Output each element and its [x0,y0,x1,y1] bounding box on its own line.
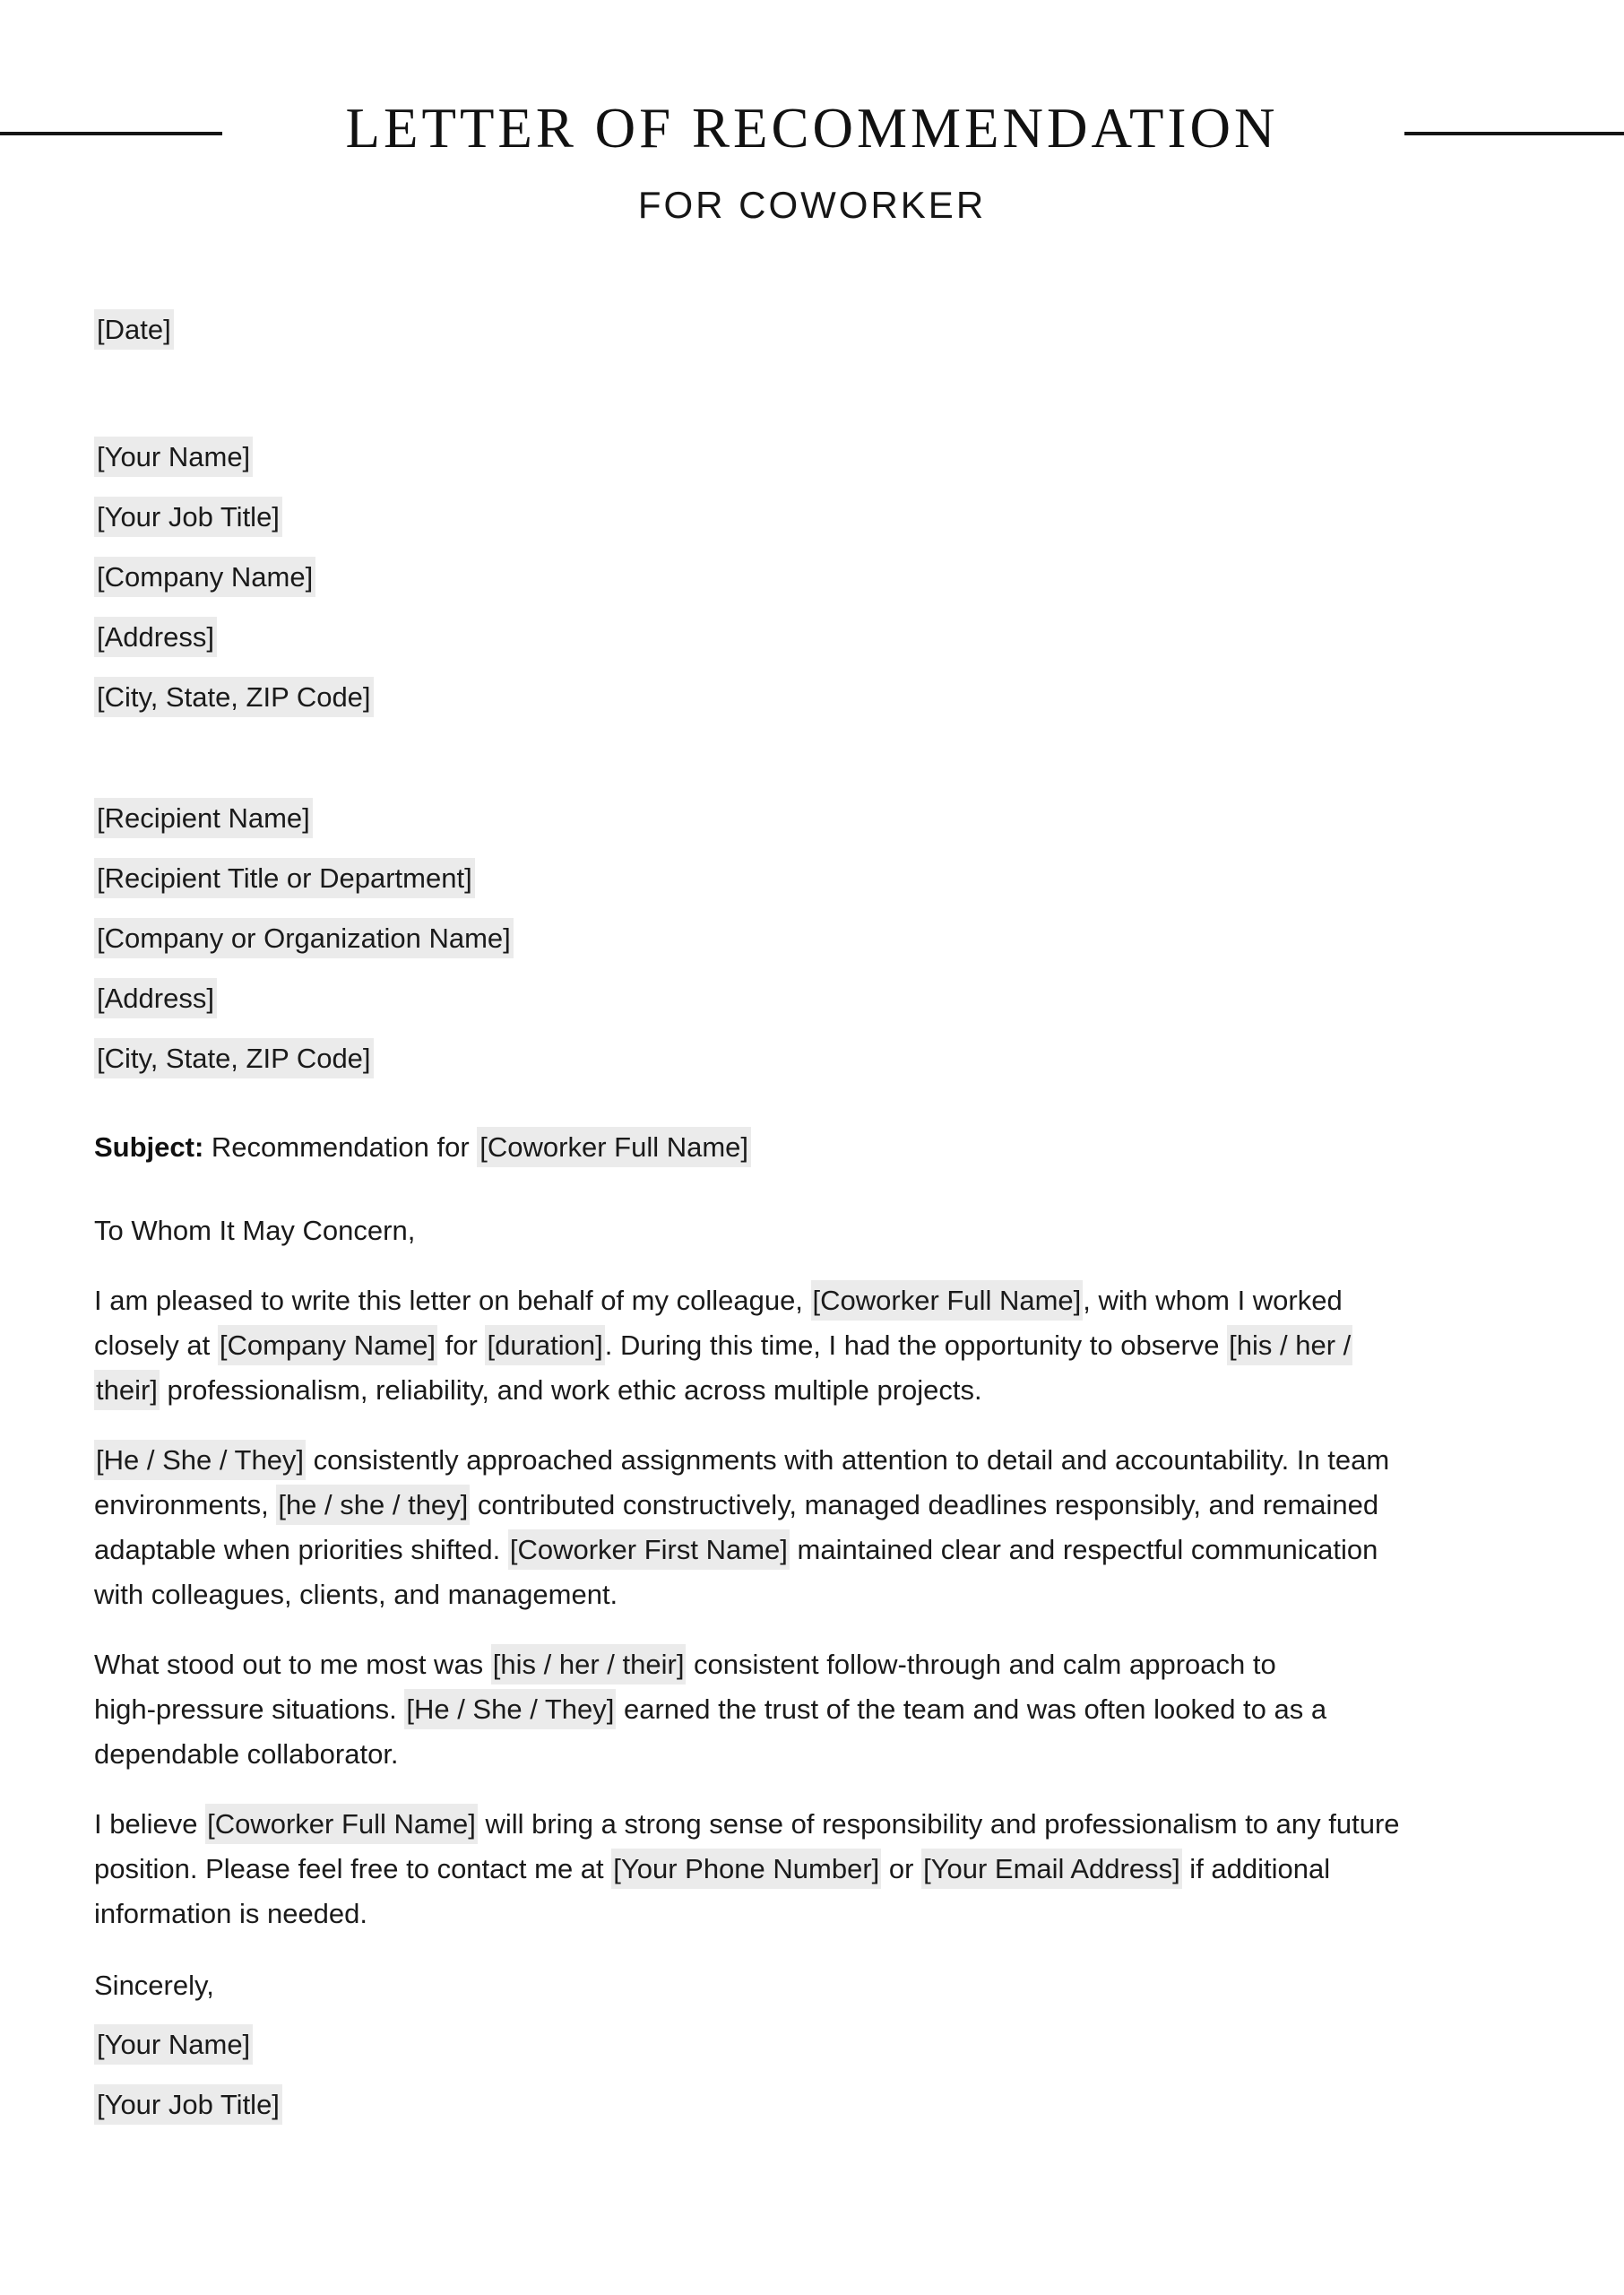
inline-placeholder: [his / her / [1227,1325,1352,1365]
text-segment: information is needed. [94,1898,368,1929]
sender-address-block [94,437,1624,717]
placeholder-text: [Recipient Title or Department] [94,858,475,898]
placeholder-text: [Address] [94,978,217,1018]
inline-placeholder: [Coworker First Name] [508,1529,790,1570]
header-rule-left-decoration [0,132,222,135]
signature-block [94,2024,1624,2125]
inline-placeholder: [his / her / their] [491,1644,687,1684]
text-segment: closely at [94,1329,218,1361]
placeholder-text: [Address] [94,617,217,657]
text-segment: environments, [94,1489,277,1520]
paragraph-line [94,1368,1624,1413]
inline-placeholder: [He / She / They] [94,1440,306,1480]
placeholder-line [94,978,1624,1018]
placeholder-line [94,557,1624,597]
text-segment: dependable collaborator. [94,1738,399,1770]
placeholder-text: [Your Job Title] [94,2084,282,2125]
inline-placeholder: [duration] [485,1325,604,1365]
text-segment: will bring a strong sense of responsibility and professionalism to any future [477,1808,1400,1840]
paragraph-line [94,1572,1624,1617]
placeholder-text: [City, State, ZIP Code] [94,1038,374,1078]
paragraph-line [94,1892,1624,1936]
text-segment: adaptable when priorities shifted. [94,1534,508,1565]
document-title: LETTER OF RECOMMENDATION [345,97,1279,160]
text-segment: I believe [94,1808,206,1840]
paragraph [94,1642,1624,1777]
text-segment: contributed constructively, managed deadlines responsibly, and remained [470,1489,1379,1520]
paragraph [94,1278,1624,1413]
text-segment: position. Please feel free to contact me at [94,1853,612,1884]
text-segment: earned the trust of the team and was often looked to as a [616,1693,1327,1725]
placeholder-text: [Your Name] [94,437,253,477]
paragraph-line [94,1687,1624,1732]
paragraph-line [94,1278,1624,1323]
paragraph-line [94,1732,1624,1777]
subject-label: Subject: [94,1131,204,1163]
placeholder-text: [Recipient Name] [94,798,313,838]
date-placeholder: [Date] [94,309,174,350]
placeholder-line [94,497,1624,537]
text-segment: maintained clear and respectful communication [789,1534,1378,1565]
subject-coworker-placeholder: [Coworker Full Name] [477,1127,751,1167]
placeholder-line [94,2084,1624,2125]
placeholder-text: [Your Name] [94,2024,253,2065]
placeholder-line [94,1038,1624,1078]
placeholder-line [94,798,1624,838]
inline-placeholder: [He / She / They] [404,1689,616,1729]
inline-placeholder: [Company Name] [218,1325,437,1365]
subject-line [94,1127,1624,1167]
text-segment: , with whom I worked [1083,1285,1343,1316]
text-segment: consistently approached assignments with attention to detail and accountability. In team [306,1444,1390,1476]
text-segment: high-pressure situations. [94,1693,405,1725]
placeholder-text: [Company Name] [94,557,315,597]
placeholder-line [94,617,1624,657]
placeholder-line [94,2024,1624,2065]
placeholder-line [94,677,1624,717]
text-segment: if additional [1181,1853,1331,1884]
paragraph-line [94,1802,1624,1847]
placeholder-line [94,858,1624,898]
header-rule-right-decoration [1404,132,1624,135]
placeholder-line [94,918,1624,958]
text-segment: or [881,1853,922,1884]
placeholder-text: [Company or Organization Name] [94,918,514,958]
subject-text: Recommendation for [203,1131,478,1163]
document-subtitle: FOR COWORKER [637,184,987,226]
paragraph [94,1438,1624,1617]
inline-placeholder: [Coworker Full Name] [811,1280,1084,1321]
placeholder-text: [Your Job Title] [94,497,282,537]
text-segment: . During this time, I had the opportunity to observe [604,1329,1228,1361]
paragraph-line [94,1528,1624,1572]
inline-placeholder: [he / she / they] [276,1485,470,1525]
placeholder-text: [City, State, ZIP Code] [94,677,374,717]
placeholder-line [94,437,1624,477]
paragraph-line [94,1323,1624,1368]
text-segment: for [437,1329,486,1361]
paragraph [94,1802,1624,1936]
paragraph-line [94,1847,1624,1892]
inline-placeholder: [Your Phone Number] [611,1849,881,1889]
paragraph-line [94,1483,1624,1528]
date-line [94,309,1624,350]
inline-placeholder: their] [94,1370,160,1410]
salutation: To Whom It May Concern, [94,1215,416,1246]
letter-body [94,1278,1624,1936]
recipient-address-block [94,798,1624,1078]
text-segment: professionalism, reliability, and work ethic across multiple projects. [159,1374,982,1406]
paragraph-line [94,1438,1624,1483]
paragraph-line [94,1642,1624,1687]
inline-placeholder: [Coworker Full Name] [205,1804,478,1844]
text-segment: with colleagues, clients, and management. [94,1579,618,1610]
inline-placeholder: [Your Email Address] [921,1849,1182,1889]
text-segment: I am pleased to write this letter on behalf of my colleague, [94,1285,811,1316]
text-segment: What stood out to me most was [94,1649,491,1680]
text-segment: consistent follow-through and calm approach to [686,1649,1276,1680]
valediction: Sincerely, [94,1970,214,2001]
